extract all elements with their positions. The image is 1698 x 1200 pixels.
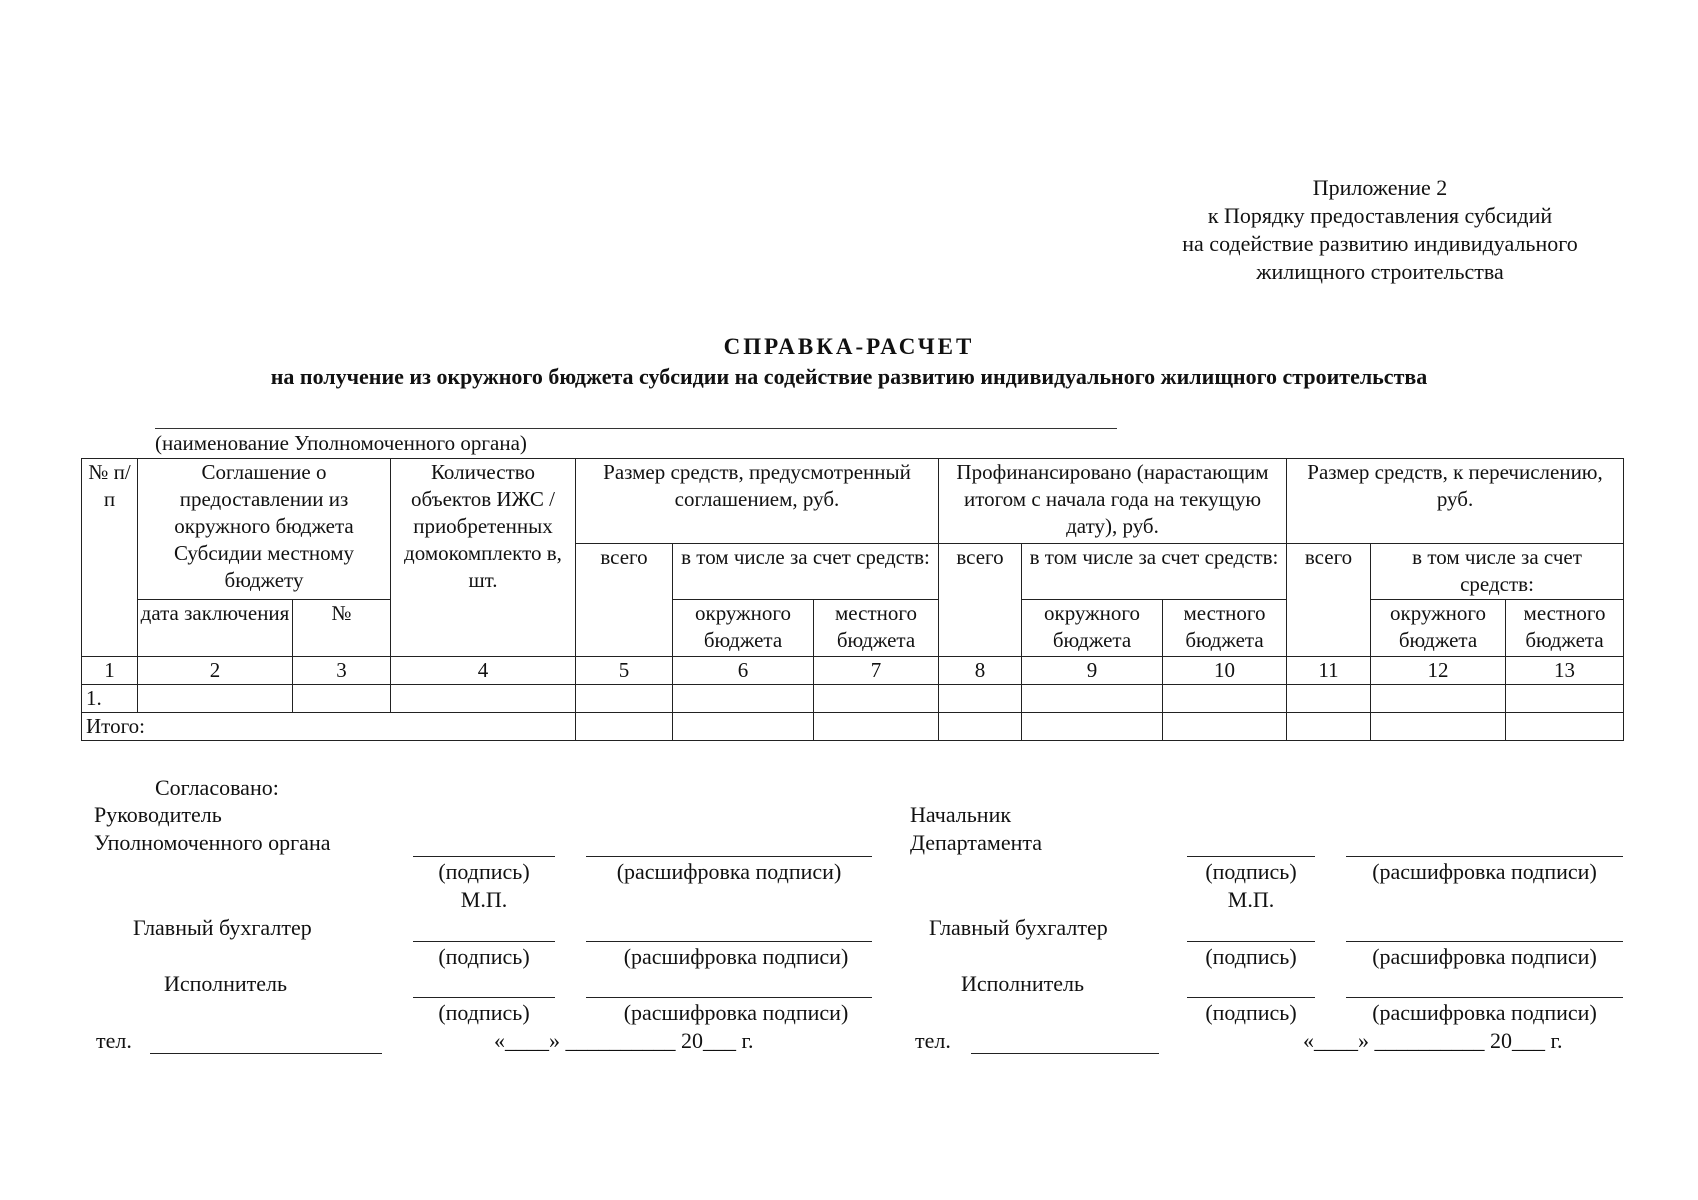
table-cell[interactable] xyxy=(939,713,1022,741)
table-cell[interactable] xyxy=(939,685,1022,713)
header-no: № xyxy=(293,600,391,657)
table-cell[interactable] xyxy=(1371,685,1506,713)
header-planned-total: всего xyxy=(576,544,673,657)
col-number: 4 xyxy=(391,657,576,685)
left-date[interactable]: «____» __________ 20___ г. xyxy=(494,1028,754,1053)
right-executor-signature-caption: (подпись) xyxy=(1205,1000,1297,1025)
table-cell[interactable] xyxy=(576,685,673,713)
left-head-decode-line[interactable] xyxy=(586,856,872,857)
table-cell[interactable] xyxy=(1022,685,1163,713)
table-cell[interactable] xyxy=(1287,713,1371,741)
right-chief-accountant: Главный бухгалтер xyxy=(929,915,1108,940)
header-financed: Профинансировано (нарастающим итогом с начала года на текущую дату), руб. xyxy=(939,459,1287,544)
right-tel-line[interactable] xyxy=(971,1053,1159,1054)
left-head-signature-caption: (подпись) xyxy=(438,859,530,884)
col-number: 9 xyxy=(1022,657,1163,685)
left-accountant-signature-line[interactable] xyxy=(413,941,555,942)
header-financed-total: всего xyxy=(939,544,1022,657)
left-head-title-2: Уполномоченного органа xyxy=(94,830,331,855)
right-executor: Исполнитель xyxy=(961,971,1085,996)
header-transfer-district: окружного бюджета xyxy=(1371,600,1506,657)
header-transfer-total: всего xyxy=(1287,544,1371,657)
right-head-title-1: Начальник xyxy=(910,802,1012,827)
header-date: дата заключения xyxy=(138,600,293,657)
left-executor-decode-caption: (расшифровка подписи) xyxy=(623,1000,849,1025)
left-executor-signature-line[interactable] xyxy=(413,997,555,998)
right-head-decode-line[interactable] xyxy=(1346,856,1623,857)
header-num: № п/п xyxy=(82,459,138,657)
col-number: 10 xyxy=(1163,657,1287,685)
left-accountant-decode-line[interactable] xyxy=(586,941,872,942)
right-accountant-decode-caption: (расшифровка подписи) xyxy=(1372,944,1597,969)
left-executor: Исполнитель xyxy=(164,971,288,996)
col-number: 3 xyxy=(293,657,391,685)
document-title xyxy=(0,334,1698,360)
left-executor-decode-line[interactable] xyxy=(586,997,872,998)
right-executor-decode-caption: (расшифровка подписи) xyxy=(1372,1000,1597,1025)
table-cell[interactable] xyxy=(1506,713,1624,741)
table-row xyxy=(82,685,1624,713)
header-planned: Размер средств, предусмотренный соглашением, руб. xyxy=(576,459,939,544)
table-cell[interactable] xyxy=(1163,713,1287,741)
right-executor-signature-line[interactable] xyxy=(1187,997,1315,998)
right-date[interactable]: «____» __________ 20___ г. xyxy=(1303,1028,1563,1053)
appendix-line-3: на содействие развитию индивидуального xyxy=(1182,231,1578,256)
document-subtitle: на получение из окружного бюджета субсидии на содействие развитию индивидуального жилищного строительства xyxy=(270,364,1428,389)
header-planned-incl: в том числе за счет средств: xyxy=(673,544,939,600)
table-cell[interactable] xyxy=(814,713,939,741)
table-cell[interactable] xyxy=(673,685,814,713)
column-number-row xyxy=(82,657,1624,685)
appendix-header xyxy=(1120,174,1640,286)
col-number: 1 xyxy=(82,657,138,685)
right-head-title-2: Департамента xyxy=(910,830,1043,855)
right-accountant-signature-line[interactable] xyxy=(1187,941,1315,942)
calculation-table xyxy=(81,458,1624,741)
appendix-line-4: жилищного строительства xyxy=(1256,259,1504,284)
col-number: 5 xyxy=(576,657,673,685)
right-stamp: М.П. xyxy=(1227,887,1275,912)
header-planned-district: окружного бюджета xyxy=(673,600,814,657)
left-chief-accountant: Главный бухгалтер xyxy=(133,915,312,940)
left-accountant-signature-caption: (подпись) xyxy=(438,944,530,969)
table-cell[interactable] xyxy=(1287,685,1371,713)
left-head-decode-caption: (расшифровка подписи) xyxy=(616,859,842,884)
row-label: 1. xyxy=(82,685,138,713)
header-transfer-local: местного бюджета xyxy=(1506,600,1624,657)
right-head-signature-line[interactable] xyxy=(1187,856,1315,857)
left-head-title-1: Руководитель xyxy=(94,802,222,827)
left-tel-line[interactable] xyxy=(150,1053,382,1054)
header-financed-incl: в том числе за счет средств: xyxy=(1022,544,1287,600)
appendix-line-1: Приложение 2 xyxy=(1312,175,1448,200)
table-cell[interactable] xyxy=(293,685,391,713)
table-cell[interactable] xyxy=(576,713,673,741)
right-head-signature-caption: (подпись) xyxy=(1205,859,1297,884)
appendix-line-2: к Порядку предоставления субсидий xyxy=(1207,203,1553,228)
right-tel-label: тел. xyxy=(915,1028,951,1053)
col-number: 13 xyxy=(1506,657,1624,685)
col-number: 6 xyxy=(673,657,814,685)
col-number: 2 xyxy=(138,657,293,685)
table-cell[interactable] xyxy=(1163,685,1287,713)
org-name-line[interactable] xyxy=(155,428,1117,429)
header-financed-local: местного бюджета xyxy=(1163,600,1287,657)
table-cell[interactable] xyxy=(138,685,293,713)
header-transfer-incl: в том числе за счет средств: xyxy=(1371,544,1624,600)
table-cell[interactable] xyxy=(673,713,814,741)
header-agreement: Соглашение о предоставлении из окружного бюджета Субсидии местному бюджету xyxy=(138,459,391,600)
right-accountant-signature-caption: (подпись) xyxy=(1205,944,1297,969)
agreed-label: Согласовано: xyxy=(155,775,279,800)
header-transfer: Размер средств, к перечислению, руб. xyxy=(1287,459,1624,544)
table-cell[interactable] xyxy=(1371,713,1506,741)
left-accountant-decode-caption: (расшифровка подписи) xyxy=(623,944,849,969)
col-number: 11 xyxy=(1287,657,1371,685)
right-head-decode-caption: (расшифровка подписи) xyxy=(1372,859,1597,884)
header-financed-district: окружного бюджета xyxy=(1022,600,1163,657)
total-row xyxy=(82,713,1624,741)
table-cell[interactable] xyxy=(1506,685,1624,713)
col-number: 12 xyxy=(1371,657,1506,685)
table-cell[interactable] xyxy=(1022,713,1163,741)
table-cell[interactable] xyxy=(814,685,939,713)
header-count: Количество объектов ИЖС / приобретенных домокомплекто в, шт. xyxy=(391,459,576,657)
total-label: Итого: xyxy=(82,713,576,741)
left-tel-label: тел. xyxy=(96,1028,132,1053)
right-executor-decode-line[interactable] xyxy=(1346,997,1623,998)
left-head-signature-line[interactable] xyxy=(413,856,555,857)
left-stamp: М.П. xyxy=(460,887,508,912)
document-title-text: СПРАВКА-РАСЧЕТ xyxy=(723,334,975,359)
org-name-caption: (наименование Уполномоченного органа) xyxy=(155,431,527,455)
right-accountant-decode-line[interactable] xyxy=(1346,941,1623,942)
left-executor-signature-caption: (подпись) xyxy=(438,1000,530,1025)
header-planned-local: местного бюджета xyxy=(814,600,939,657)
table-cell[interactable] xyxy=(391,685,576,713)
col-number: 7 xyxy=(814,657,939,685)
col-number: 8 xyxy=(939,657,1022,685)
